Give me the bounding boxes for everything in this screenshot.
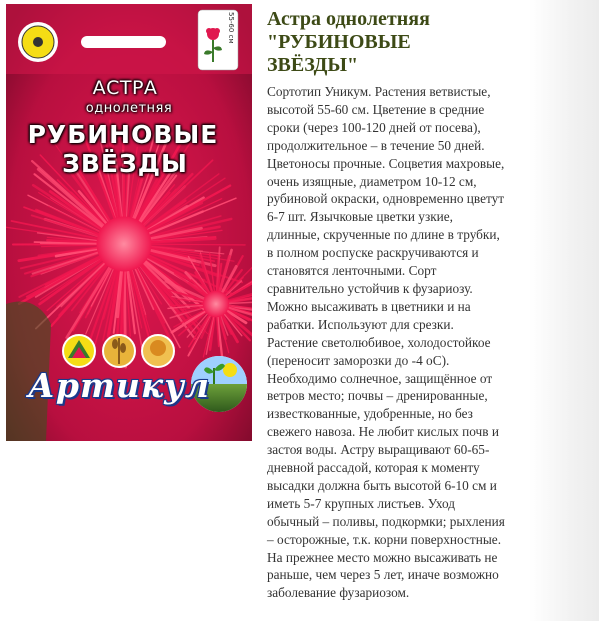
fence-icon xyxy=(63,335,95,367)
packet-title: АСТРА xyxy=(92,77,158,99)
packet-height-label: 55-60 см xyxy=(227,12,235,44)
flower-center xyxy=(203,291,229,317)
packet-subtitle: однолетняя xyxy=(85,101,173,116)
brand-logo: Артикул xyxy=(28,366,211,405)
flower-center xyxy=(97,217,152,272)
seed-packet-image xyxy=(6,4,252,441)
packet-variety-line1: РУБИНОВЫЕ xyxy=(27,120,219,149)
product-title-line1: Астра однолетняя xyxy=(267,8,430,30)
wheat-icon xyxy=(103,335,135,367)
product-title-line3: ЗВЁЗДЫ" xyxy=(267,54,359,76)
product-title xyxy=(267,8,567,77)
sun-icon xyxy=(18,22,58,62)
bush-icon xyxy=(142,335,174,367)
page-edge-shade xyxy=(529,0,599,621)
packet-label-bar xyxy=(81,36,166,48)
product-description: Сортотип Уникум. Растения ветвистые, высотой 55-60 см. Цветение в средние сроки (через 100-120 дней от посева), продолжительное – в течение 50 дней. Цветоносы прочные. Соцветия махровые, очень изящные, диаметром 10-12 см, рубиновой окраски, одновременно цветут 6-7 шт. Язычковые цветки узкие, длинные, скрученные по длине в трубки, в полном роспуске раскручиваются и становятся ленточными. Сорт сравнительно устойчив к фузариозу. Можно высаживать в цветники и на рабатки. Используют для срезки. Растение светолюбивое, холодостойкое (переносит заморозки до -4 оС). Необходимо солнечное, защищённое от ветров место; почвы – дренированные, известкованные, удобренные, но без свежего навоза. Не любит кислых почв и застоя воды. Астру выращивают 60-65- дневной рассадой, которая к моменту высадки должна быть высотой 6-10 см и иметь 5-7 крупных листьев. Уход обычный – поливы, подкормки; рыхления – осторожные, т.к. корни поверхностные. На прежнее место можно высаживать не раньше, чем через 5 лет, иначе возможно заболевание фузариозом. xyxy=(267,84,505,601)
packet-variety-line2: ЗВЁЗДЫ xyxy=(62,149,188,178)
product-title-line2: "РУБИНОВЫЕ xyxy=(267,31,411,53)
